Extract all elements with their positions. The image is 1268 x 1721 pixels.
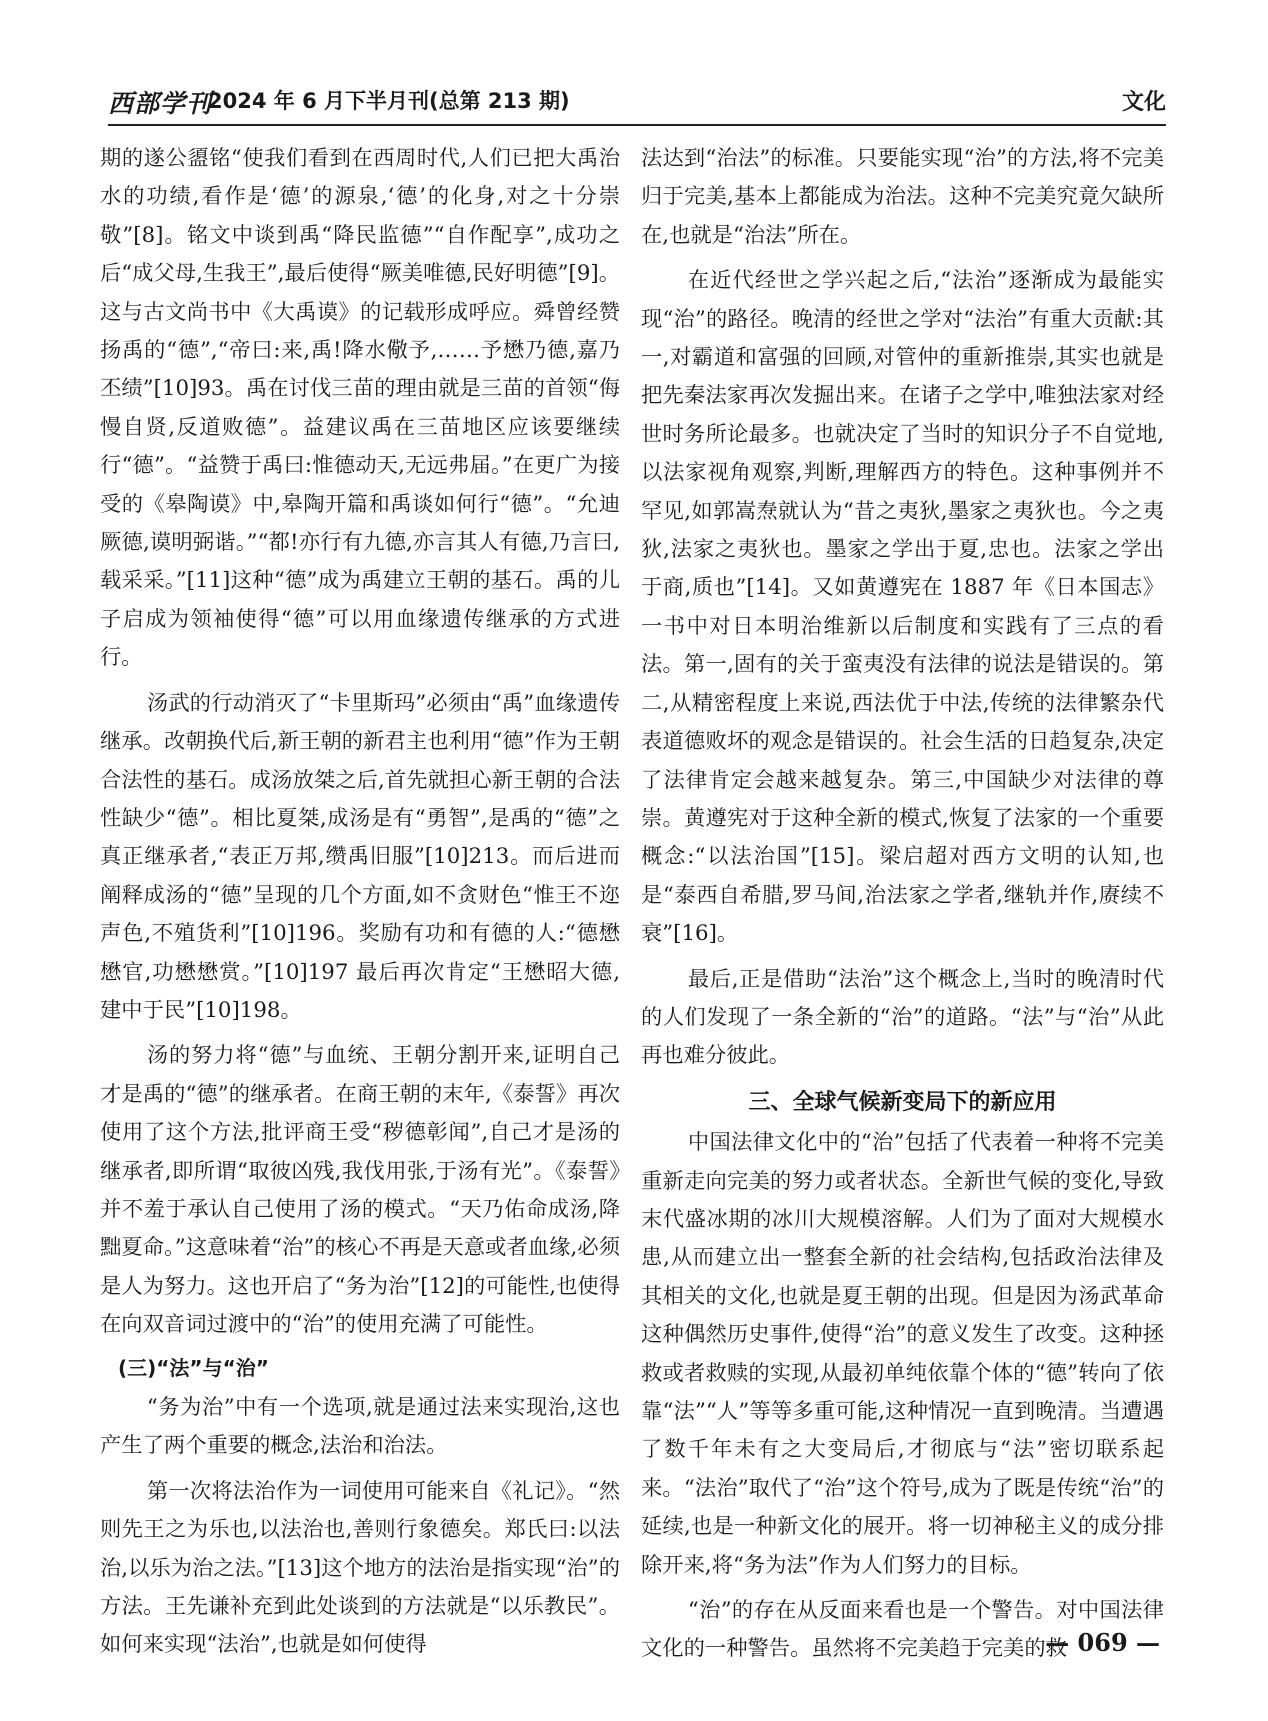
left-column <box>100 140 620 1665</box>
left-paragraph-1: 期的遂公盨铭“使我们看到在西周时代,人们已把大禹治水的功绩,看作是‘德’的源泉,‘德’的化身,对之十分崇敬”[8]。铭文中谈到禹“降民监德”“自作配享”,成功之后“成父母,生我王”,最后使得“厥美唯德,民好明德”[9]。这与古文尚书中《大禹谟》的记载形成呼应。舜曾经赞扬禹的“德”,“帝曰:来,禹!降水儆予,……予懋乃德,嘉乃丕绩”[10]93。禹在讨伐三苗的理由就是三苗的首领“侮慢自贤,反道败德”。益建议禹在三苗地区应该要继续行“德”。“益赞于禹曰:惟德动天,无远弗届。”在更广为接受的《皋陶谟》中,皋陶开篇和禹谈如何行“德”。“允迪厥德,谟明弼谐。”“都!亦行有九德,亦言其人有德,乃言曰,载采采。”[11]这种“德”成为禹建立王朝的基石。禹的儿子启成为领袖使得“德”可以用血缘遗传继承的方式进行。 <box>100 146 620 671</box>
left-paragraph-2: 汤武的行动消灭了“卡里斯玛”必须由“禹”血缘遗传继承。改朝换代后,新王朝的新君主也利用“德”作为王朝合法性的基石。成汤放桀之后,首先就担心新王朝的合法性缺少“德”。相比夏桀,成汤是有“勇智”,是禹的“德”之真正继承者,“表正万邦,缵禹旧服”[10]213。而后进而阐释成汤的“德”呈现的几个方面,如不贪财色“惟王不迩声色,不殖货利”[10]196。奖励有功和有德的人:“德懋懋官,功懋懋赏。”[10]197 最后再次肯定“王懋昭大德,建中于民”[10]198。 <box>100 690 620 1023</box>
left-paragraph-3: 汤的努力将“德”与血统、王朝分割开来,证明自己才是禹的“德”的继承者。在商王朝的末年,《泰誓》再次使用了这个方法,批评商王受“秽德彰闻”,自己才是汤的继承者,即所谓“取彼凶残,我伐用张,于汤有光”。《泰誓》并不羞于承认自己使用了汤的模式。“天乃佑命成汤,降黜夏命。”这意味着“治”的核心不再是天意或者血缘,必须是人为努力。这也开启了“务为治”[12]的可能性,也使得在向双音词过渡中的“治”的使用充满了可能性。 <box>100 1043 620 1338</box>
section-heading: 三、全球气候新变局下的新应用 <box>748 1089 1057 1115</box>
page-number: — 069 — <box>1045 1628 1160 1657</box>
right-paragraph-1: 法达到“治法”的标准。只要能实现“治”的方法,将不完美归于完美,基本上都能成为治法。这种不完美究竟欠缺所在,也就是“治法”所在。 <box>641 146 1164 248</box>
left-paragraph-4: “务为治”中有一个选项,就是通过法来实现治,这也产生了两个重要的概念,法治和治法。 <box>100 1395 620 1459</box>
left-paragraph-5: 第一次将法治作为一词使用可能来自《礼记》。“然则先王之为乐也,以法治也,善则行象德矣。郑氏曰:以法治,以乐为治之法。”[13]这个地方的法治是指实现“治”的方法。王先谦补充到此处谈到的方法就是“以乐教民”。如何来实现“法治”,也就是如何使得 <box>100 1478 620 1658</box>
header-rule <box>108 124 1166 126</box>
right-column <box>641 140 1164 1669</box>
journal-logo: 西部学刊 <box>108 89 213 118</box>
page-header <box>108 84 1166 120</box>
subsection-heading: (三)“法”与“治” <box>118 1355 269 1380</box>
right-paragraph-3: 最后,正是借助“法治”这个概念上,当时的晚清时代的人们发现了一条全新的“治”的道路。“法”与“治”从此再也难分彼此。 <box>641 966 1164 1069</box>
issue-info: 2024 年 6 月下半月刊(总第 213 期) <box>208 89 570 113</box>
right-paragraph-5: “治”的存在从反面来看也是一个警告。对中国法律文化的一种警告。虽然将不完美趋于完美的救 <box>641 1598 1164 1662</box>
right-paragraph-4: 中国法律文化中的“治”包括了代表着一种将不完美重新走向完美的努力或者状态。全新世气候的变化,导致末代盛冰期的冰川大规模溶解。人们为了面对大规模水患,从而建立出一整套全新的社会结构,包括政治法律及其相关的文化,也就是夏王朝的出现。但是因为汤武革命这种偶然历史事件,使得“治”的意义发生了改变。这种拯救或者救赎的实现,从最初单纯依靠个体的“德”转向了依靠“法”“人”等等多重可能,这种情况一直到晚清。当遭遇了数千年未有之大变局后,才彻底与“法”密切联系起来。“法治”取代了“治”这个符号,成为了既是传统“治”的延续,也是一种新文化的展开。将一切神秘主义的成分排除开来,将“务为法”作为人们努力的目标。 <box>641 1130 1164 1578</box>
section-label: 文化 <box>1121 90 1166 115</box>
right-paragraph-2: 在近代经世之学兴起之后,“法治”逐渐成为最能实现“治”的路径。晚清的经世之学对“法治”有重大贡献:其一,对霸道和富强的回顾,对管仲的重新推崇,其实也就是把先秦法家再次发掘出来。在诸子之学中,唯独法家对经世时务所论最多。也就决定了当时的知识分子不自觉地,以法家视角观察,判断,理解西方的特色。这种事例并不罕见,如郭嵩焘就认为“昔之夷狄,墨家之夷狄也。今之夷狄,法家之夷狄也。墨家之学出于夏,忠也。法家之学出于商,质也”[14]。又如黄遵宪在 1887 年《日本国志》一书中对日本明治维新以后制度和实践有了三点的看法。第一,固有的关于蛮夷没有法律的说法是错误的。第二,从精密程度上来说,西法优于中法,传统的法律繁杂代表道德败坏的观念是错误的。社会生活的日趋复杂,决定了法律肯定会越来越复杂。第三,中国缺少对法律的尊崇。黄遵宪对于这种全新的模式,恢复了法家的一个重要概念:“以法治国”[15]。梁启超对西方文明的认知,也是“泰西自希腊,罗马间,治法家之学者,继轨并作,赓续不衰”[16]。 <box>641 268 1164 947</box>
